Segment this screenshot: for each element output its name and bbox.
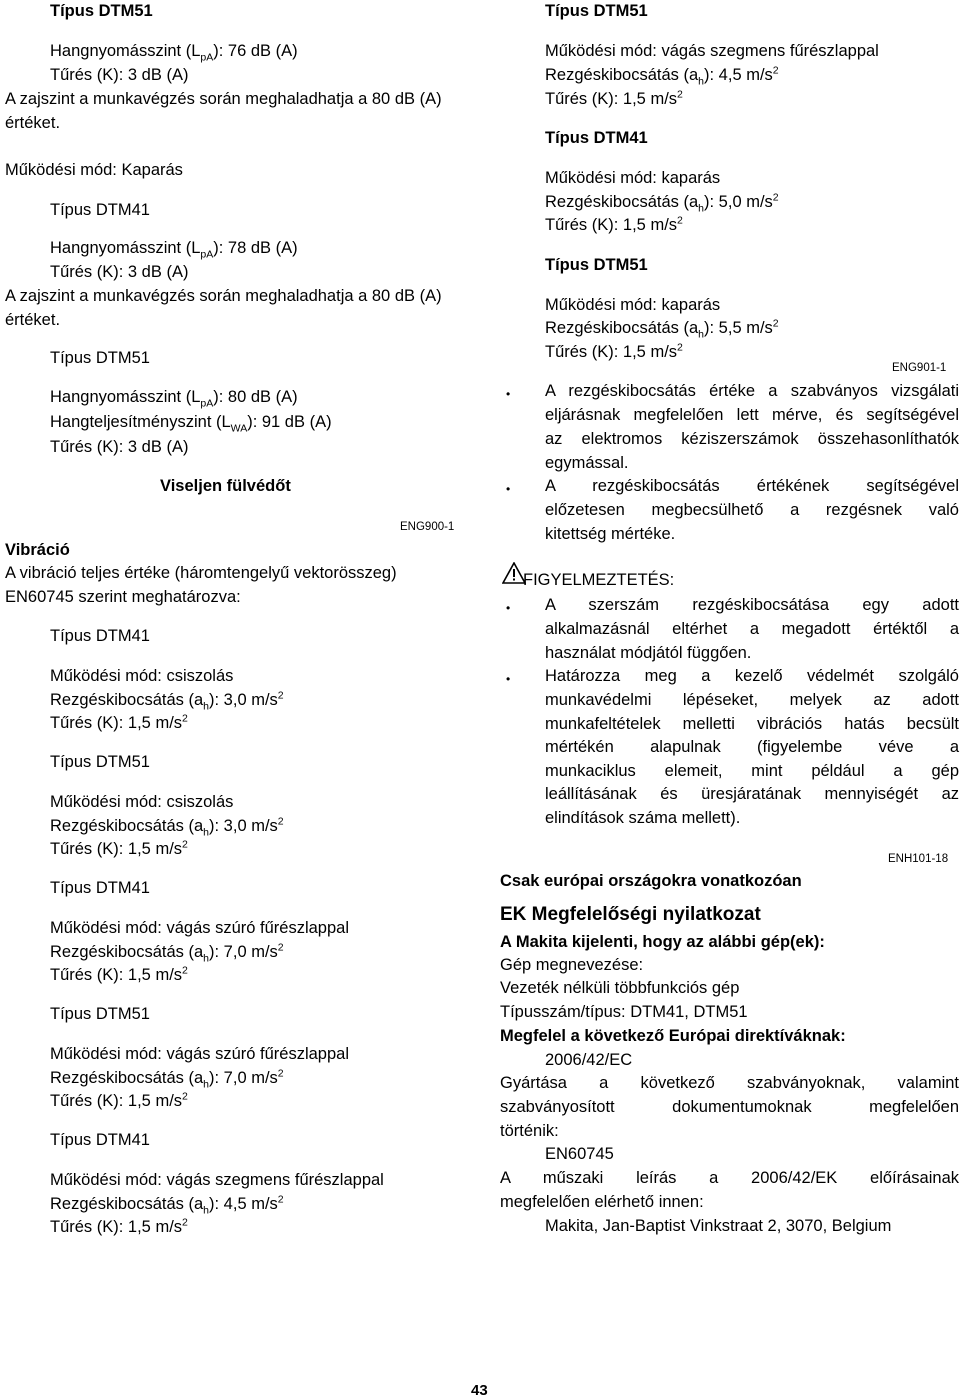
warning-heading: FIGYELMEZTETÉS: — [523, 571, 675, 589]
work-mode: Működési mód: kaparás — [545, 296, 721, 314]
vibration-emission: Rezgéskibocsátás $(a_h)$: 7,0 $m/s^2$ — [50, 1067, 284, 1091]
work-mode: Működési mód: vágás szegmens fűrészlappal — [50, 1171, 384, 1189]
tolerance: Tűrés (K): 1,5 $m/s^2$ — [545, 88, 683, 108]
bullet-icon: • — [506, 672, 511, 686]
type-heading: Típus DTM41 — [50, 1131, 150, 1149]
tolerance: Tűrés (K): 3 dB (A) — [50, 263, 189, 281]
makita-declares: A Makita kijelenti, hogy az alábbi gép(ek): — [500, 933, 825, 951]
noise-note: A zajszint a munkavégzés során meghaladhatja a 80 dB (A) — [5, 90, 442, 108]
sound-pressure-level: Hangnyomásszint $(L_{pA})$: 80 dB (A) — [50, 388, 298, 410]
doc-code: ENG901-1 — [892, 362, 947, 374]
tolerance: Tűrés (K): 1,5 $m/s^2$ — [545, 341, 683, 361]
vibration-emission: Rezgéskibocsátás $(a_h)$: 4,5 $m/s^2$ — [50, 1193, 284, 1217]
bullet-line: munkavédelmi lépéseket, melyek az adott — [545, 691, 959, 709]
machine-name-label: Gép megnevezése: — [500, 956, 644, 974]
work-mode: Működési mód: vágás szúró fűrészlappal — [50, 919, 349, 937]
noise-note: A zajszint a munkavégzés során meghaladhatja a 80 dB (A) — [5, 287, 442, 305]
bullet-line: kitettség mértéke. — [545, 525, 676, 543]
vibration-emission: Rezgéskibocsátás $(a_h)$: 3,0 $m/s^2$ — [50, 815, 284, 839]
type-heading: Típus DTM51 — [50, 2, 153, 20]
bullet-line: A rezgéskibocsátás értékének segítségével — [545, 477, 959, 495]
bullet-line: eljárásnak megfelelően lett mérve, és segítségével — [545, 406, 959, 424]
bullet-line: egymással. — [545, 454, 629, 472]
vibration-emission: Rezgéskibocsátás $(a_h)$: 3,0 $m/s^2$ — [50, 689, 284, 713]
vibration-emission: Rezgéskibocsátás $(a_h)$: 4,5 $m/s^2$ — [545, 64, 779, 88]
work-mode: Működési mód: Kaparás — [5, 161, 183, 179]
vibration-emission: Rezgéskibocsátás $(a_h)$: 5,5 $m/s^2$ — [545, 317, 779, 341]
type-heading: Típus DTM41 — [50, 627, 150, 645]
directives-label: Megfelel a következő Európai direktíváknak: — [500, 1027, 846, 1045]
standard-value: EN60745 — [545, 1145, 614, 1163]
vibration-intro: A vibráció teljes értéke (háromtengelyű vektorösszeg) — [5, 564, 397, 582]
standards-text-cont: szabványosított dokumentumoknak megfelelően — [500, 1098, 959, 1116]
ear-protection-notice: Viseljen fülvédőt — [160, 477, 291, 495]
bullet-line: használat módjától függően. — [545, 644, 752, 662]
tech-file-text: A műszaki leírás a 2006/42/EK előírásainak — [500, 1169, 959, 1187]
machine-name: Vezeték nélküli többfunkciós gép — [500, 979, 740, 997]
vibration-emission: Rezgéskibocsátás $(a_h)$: 7,0 $m/s^2$ — [50, 941, 284, 965]
bullet-line: alkalmazásnál eltérhet a megadott értéktől a — [545, 620, 959, 638]
tolerance: Tűrés (K): 1,5 $m/s^2$ — [50, 1216, 188, 1236]
doc-code: ENG900-1 — [400, 521, 455, 533]
bullet-line: előzetesen megbecsülhető a rezgésnek való — [545, 501, 959, 519]
bullet-icon: • — [506, 387, 511, 401]
standards-text-end: történik: — [500, 1122, 559, 1140]
type-heading: Típus DTM41 — [545, 129, 648, 147]
vibration-intro-cont: EN60745 szerint meghatározva: — [5, 588, 241, 606]
ec-declaration-title: EK Megfelelőségi nyilatkozat — [500, 904, 761, 925]
vibration-emission: Rezgéskibocsátás $(a_h)$: 5,0 $m/s^2$ — [545, 191, 779, 215]
bullet-line: munkafeltételek melletti vibrációs hatás becsült — [545, 715, 959, 733]
work-mode: Működési mód: csiszolás — [50, 793, 234, 811]
sound-power-level: Hangteljesítményszint $(L_{WA})$: 91 dB (A) — [50, 413, 332, 435]
bullet-line: mértékén alapulnak (figyelembe véve a — [545, 738, 959, 756]
bullet-icon: • — [506, 482, 511, 496]
tolerance: Tűrés (K): 1,5 $m/s^2$ — [50, 1090, 188, 1110]
directive-value: 2006/42/EC — [545, 1051, 633, 1069]
vibration-heading: Vibráció — [5, 541, 70, 559]
type-heading: Típus DTM51 — [545, 2, 648, 20]
noise-note-cont: értéket. — [5, 311, 61, 329]
tolerance: Tűrés (K): 3 dB (A) — [50, 66, 189, 84]
bullet-line: elindítások száma mellett). — [545, 809, 741, 827]
noise-note-cont: értéket. — [5, 114, 61, 132]
work-mode: Működési mód: vágás szegmens fűrészlappal — [545, 42, 879, 60]
tech-file-text-cont: megfelelően elérhető innen: — [500, 1193, 704, 1211]
sound-pressure-level: Hangnyomásszint $(L_{pA})$: 78 dB (A) — [50, 239, 298, 261]
manufacturer-address: Makita, Jan-Baptist Vinkstraat 2, 3070, Belgium — [545, 1217, 892, 1235]
tolerance: Tűrés (K): 1,5 $m/s^2$ — [50, 712, 188, 732]
type-heading: Típus DTM51 — [50, 1005, 150, 1023]
type-heading: Típus DTM41 — [50, 201, 150, 219]
bullet-line: A rezgéskibocsátás értéke a szabványos vizsgálati — [545, 382, 959, 400]
tolerance: Tűrés (K): 1,5 $m/s^2$ — [50, 964, 188, 984]
bullet-line: munkaciklus elemeit, mint például a gép — [545, 762, 959, 780]
type-heading: Típus DTM51 — [50, 753, 150, 771]
work-mode: Működési mód: kaparás — [545, 169, 721, 187]
bullet-line: Határozza meg a kezelő védelmét szolgáló — [545, 667, 959, 685]
bullet-line: A szerszám rezgéskibocsátása egy adott — [545, 596, 959, 614]
model-type: Típusszám/típus: DTM41, DTM51 — [500, 1003, 748, 1021]
tolerance: Tűrés (K): 1,5 $m/s^2$ — [50, 838, 188, 858]
tolerance: Tűrés (K): 1,5 $m/s^2$ — [545, 214, 683, 234]
bullet-line: leállításának és üresjáratának mennyiségét az — [545, 785, 959, 803]
bullet-line: az elektromos kéziszerszámok összehasonlíthatók — [545, 430, 959, 448]
sound-pressure-level: Hangnyomásszint $(L_{pA})$: 76 dB (A) — [50, 42, 298, 64]
type-heading: Típus DTM51 — [545, 256, 648, 274]
eu-only-heading: Csak európai országokra vonatkozóan — [500, 872, 802, 890]
bullet-icon: • — [506, 601, 511, 615]
doc-code: ENH101-18 — [888, 853, 949, 865]
work-mode: Működési mód: vágás szúró fűrészlappal — [50, 1045, 349, 1063]
standards-text: Gyártása a következő szabványoknak, valamint — [500, 1074, 959, 1092]
type-heading: Típus DTM41 — [50, 879, 150, 897]
page-number: 43 — [471, 1382, 488, 1399]
work-mode: Működési mód: csiszolás — [50, 667, 234, 685]
tolerance: Tűrés (K): 3 dB (A) — [50, 438, 189, 456]
type-heading: Típus DTM51 — [50, 349, 150, 367]
